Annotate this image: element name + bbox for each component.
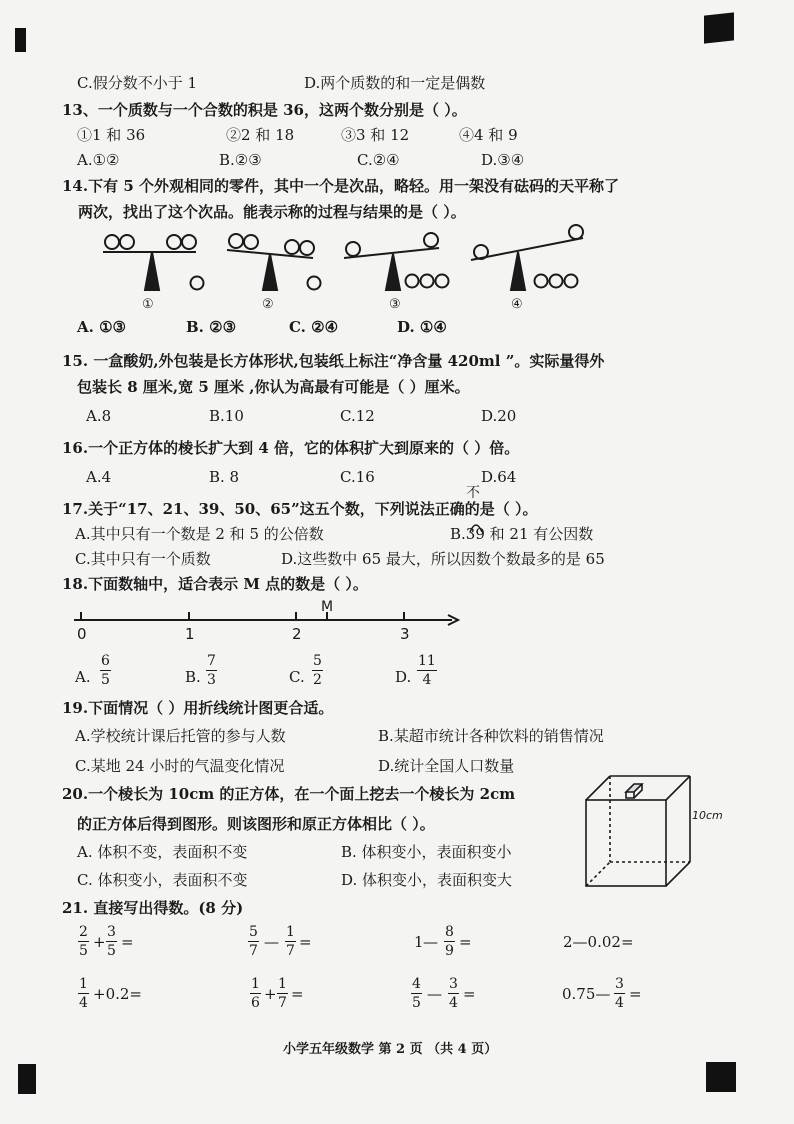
q21-e2-frac1: 5 7 (249, 924, 258, 959)
q14-stem-line1: 14.下有 5 个外观相同的零件，其中一个是次品，略轻。用一架没有砝码的天平称了 (62, 177, 619, 195)
q18-option-a[interactable]: A. (75, 668, 91, 686)
q16-stem: 16.一个正方体的棱长扩大到 4 倍，它的体积扩大到原来的（ ）倍。 (62, 439, 520, 457)
balance-figure-4 (471, 225, 583, 290)
q15-option-c[interactable]: C.12 (340, 407, 375, 425)
page-footer: 小学五年级数学 第 2 页 （共 4 页） (283, 1042, 498, 1057)
q14-option-c[interactable]: C. ②④ (289, 318, 339, 336)
q19-option-a[interactable]: A.学校统计课后托管的参与人数 (75, 727, 286, 745)
q14-figure-label-2: ② (262, 297, 274, 312)
q21-e1-frac1: 2 5 (79, 924, 88, 959)
q21-e7-equals: = (463, 985, 476, 1003)
q21-e3-one: 1 (414, 933, 424, 951)
q21-e5-tail: +0.2= (93, 985, 142, 1003)
q21-e4: 2—0.02= (563, 933, 634, 951)
q21-e8-head: 0.75— (562, 985, 611, 1003)
q21-e2-minus: — (264, 933, 279, 951)
q18-fraction-b: 7 3 (207, 653, 216, 688)
q17-option-a[interactable]: A.其中只有一个数是 2 和 5 的公倍数 (75, 525, 324, 543)
q13-option-d[interactable]: D.③④ (481, 151, 525, 169)
q21-e3-frac: 8 9 (445, 924, 454, 959)
q21-e6-frac1: 1 6 (251, 976, 260, 1011)
q21-e8-frac: 3 4 (615, 976, 624, 1011)
q20-option-b[interactable]: B. 体积变小，表面积变小 (341, 843, 512, 861)
registration-mark-top-left (15, 28, 26, 52)
q18-option-d[interactable]: D. (395, 668, 412, 686)
q18-number-line (70, 598, 490, 638)
q21-e5-frac: 1 4 (79, 976, 88, 1011)
q18-stem: 18.下面数轴中，适合表示 M 点的数是（ ）。 (62, 575, 368, 593)
q21-e3-minus: — (423, 933, 438, 951)
q16-option-a[interactable]: A.4 (86, 468, 112, 486)
q19-stem: 19.下面情况（ ）用折线统计图更合适。 (62, 699, 334, 717)
q19-option-d[interactable]: D.统计全国人口数量 (378, 757, 515, 775)
q20-stem-line1: 20.一个棱长为 10cm 的正方体，在一个面上挖去一个棱长为 2cm (62, 785, 516, 803)
q13-option-a[interactable]: A.①② (77, 151, 120, 169)
q16-option-b[interactable]: B. 8 (209, 468, 240, 486)
q18-option-c[interactable]: C. (289, 668, 305, 686)
q20-option-c[interactable]: C. 体积变小，表面积不变 (77, 871, 248, 889)
q14-option-d[interactable]: D. ①④ (397, 318, 447, 336)
q16-option-d[interactable]: D.64 (481, 468, 517, 486)
q21-e7-frac1: 4 5 (412, 976, 421, 1011)
q17-option-c[interactable]: C.其中只有一个质数 (75, 550, 211, 568)
q21-e6-frac2: 1 7 (278, 976, 287, 1011)
balance-figure-2 (227, 234, 321, 290)
q12-option-c[interactable]: C.假分数不小于 1 (77, 74, 198, 92)
q15-option-a[interactable]: A.8 (86, 407, 112, 425)
q14-option-a[interactable]: A. ①③ (77, 318, 126, 336)
q15-option-b[interactable]: B.10 (209, 407, 244, 425)
q21-e6-equals: = (291, 985, 304, 1003)
q13-choice-4: ④4 和 9 (459, 126, 518, 144)
q13-choice-2: ②2 和 18 (226, 126, 295, 144)
balance-figure-1 (103, 235, 204, 290)
q20-option-a[interactable]: A. 体积不变，表面积不变 (77, 843, 248, 861)
q15-option-d[interactable]: D.20 (481, 407, 517, 425)
q21-e2-equals: = (299, 933, 312, 951)
q14-stem-line2: 两次，找出了这个次品。能表示称的过程与结果的是（ ）。 (78, 203, 466, 221)
q13-choice-1: ①1 和 36 (77, 126, 146, 144)
q21-e1-plus: + (93, 933, 106, 951)
q18-tick-2: 2 (292, 625, 302, 643)
q18-point-m: M (321, 599, 334, 615)
registration-mark-top-right (704, 12, 734, 43)
registration-mark-bottom-left (18, 1064, 36, 1094)
q18-tick-1: 1 (185, 625, 195, 643)
balance-figure-3 (344, 233, 449, 290)
q18-tick-0: 0 (77, 625, 87, 643)
q21-e3-equals: = (459, 933, 472, 951)
q16-option-c[interactable]: C.16 (340, 468, 375, 486)
q18-tick-3: 3 (400, 625, 410, 643)
q20-stem-line2: 的正方体后得到图形。则该图形和原正方体相比（ ）。 (77, 815, 435, 833)
q13-choice-3: ③3 和 12 (341, 126, 410, 144)
q21-e8-equals: = (629, 985, 642, 1003)
q18-fraction-c: 5 2 (313, 653, 322, 688)
q21-e2-frac2: 1 7 (286, 924, 295, 959)
q17-option-d[interactable]: D.这些数中 65 最大，所以因数个数最多的是 65 (281, 550, 605, 568)
q21-e7-frac2: 3 4 (449, 976, 458, 1011)
q12-option-d[interactable]: D.两个质数的和一定是偶数 (304, 74, 486, 92)
q14-figure-label-3: ③ (389, 297, 401, 312)
registration-mark-bottom-right (706, 1062, 736, 1092)
q13-option-c[interactable]: C.②④ (357, 151, 400, 169)
q14-figure-label-1: ① (142, 297, 154, 312)
q13-option-b[interactable]: B.②③ (219, 151, 262, 169)
q13-stem: 13、一个质数与一个合数的积是 36，这两个数分别是（ ）。 (62, 101, 467, 119)
q17-handwritten-mark: 不 (466, 485, 480, 501)
q18-fraction-a: 6 5 (101, 653, 110, 688)
q21-e6-plus: + (264, 985, 277, 1003)
q19-option-b[interactable]: B.某超市统计各种饮料的销售情况 (378, 727, 604, 745)
q15-stem-line2: 包装长 8 厘米,宽 5 厘米 ,你认为高最有可能是（ ）厘米。 (77, 378, 470, 396)
q18-option-b[interactable]: B. (185, 668, 201, 686)
q21-e1-frac2: 3 5 (107, 924, 116, 959)
q15-stem-line1: 15. 一盒酸奶,外包装是长方体形状,包装纸上标注“净含量 420ml ”。实际量得外 (62, 352, 605, 370)
q18-fraction-d: 11 4 (418, 653, 436, 688)
q20-cube-figure (580, 770, 710, 895)
q21-e1-equals: = (121, 933, 134, 951)
q20-cube-edge-label: 10cm (692, 809, 723, 822)
q14-option-b[interactable]: B. ②③ (186, 318, 237, 336)
q21-title: 21. 直接写出得数。(8 分) (62, 899, 244, 917)
q21-e7-minus: — (427, 985, 442, 1003)
q17-option-b[interactable]: B.39 和 21 有公因数 (450, 525, 594, 543)
q20-option-d[interactable]: D. 体积变小，表面积变大 (341, 871, 513, 889)
q17-stem: 17.关于“17、21、39、50、65”这五个数，下列说法正确的是（ ）。 (62, 500, 538, 518)
q14-figure-label-4: ④ (511, 297, 523, 312)
q19-option-c[interactable]: C.某地 24 小时的气温变化情况 (75, 757, 285, 775)
